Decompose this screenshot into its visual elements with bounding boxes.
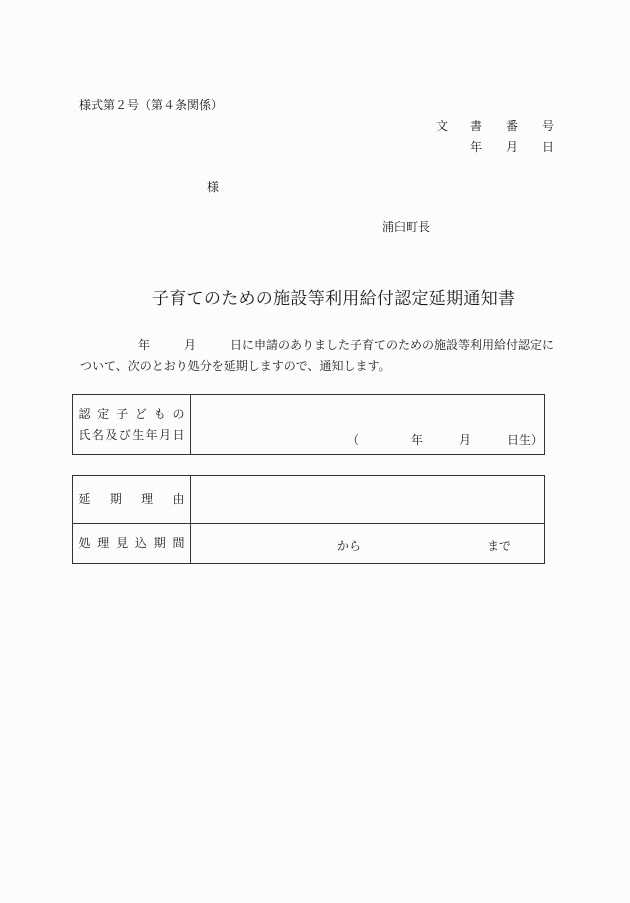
body-line-1 bbox=[80, 336, 554, 353]
body-month: 月 bbox=[184, 338, 197, 352]
reason-label: 延期理由 bbox=[78, 492, 185, 506]
body-year: 年 bbox=[138, 338, 151, 352]
child-label-line-2: 氏名及び生年月日 bbox=[78, 427, 185, 442]
birth-year: 年 bbox=[411, 433, 424, 447]
sender-name: 浦臼町長 bbox=[382, 220, 431, 234]
postponement-table bbox=[72, 475, 545, 564]
document-number-label bbox=[436, 117, 554, 134]
doc-number-char: 号 bbox=[542, 119, 555, 133]
body-line-1-rest: 日に申請のありました子育てのための施設等利用給付認定に bbox=[230, 338, 555, 352]
date-day-char: 日 bbox=[542, 140, 555, 154]
child-label-line-1: 認定子どもの bbox=[78, 406, 185, 421]
body-line-2: ついて、次のとおり処分を延期しますので、通知します。 bbox=[80, 359, 391, 373]
child-info-value-cell[interactable] bbox=[191, 395, 545, 455]
doc-number-char: 書 bbox=[470, 119, 483, 133]
period-value-cell[interactable] bbox=[191, 524, 545, 564]
birth-date-line bbox=[347, 431, 543, 448]
child-info-label-cell bbox=[73, 395, 191, 455]
child-info-table bbox=[72, 394, 545, 455]
doc-number-char: 番 bbox=[506, 119, 519, 133]
addressee-suffix: 様 bbox=[207, 180, 220, 194]
period-from: から bbox=[337, 539, 362, 553]
period-label: 処理見込期間 bbox=[78, 536, 185, 550]
period-until: まで bbox=[487, 539, 512, 553]
date-year-char: 年 bbox=[470, 140, 483, 154]
period-label-cell bbox=[73, 524, 191, 564]
birth-day-close: 日生） bbox=[507, 433, 544, 447]
date-month-char: 月 bbox=[506, 140, 519, 154]
issue-date bbox=[470, 138, 554, 155]
reason-label-cell bbox=[73, 476, 191, 524]
doc-number-char: 文 bbox=[436, 119, 449, 133]
form-number: 様式第２号（第４条関係） bbox=[79, 98, 224, 112]
reason-value-cell[interactable] bbox=[191, 476, 545, 524]
birth-open-paren: （ bbox=[347, 433, 360, 447]
document-title: 子育てのための施設等利用給付認定延期通知書 bbox=[152, 289, 516, 309]
birth-month: 月 bbox=[459, 433, 472, 447]
